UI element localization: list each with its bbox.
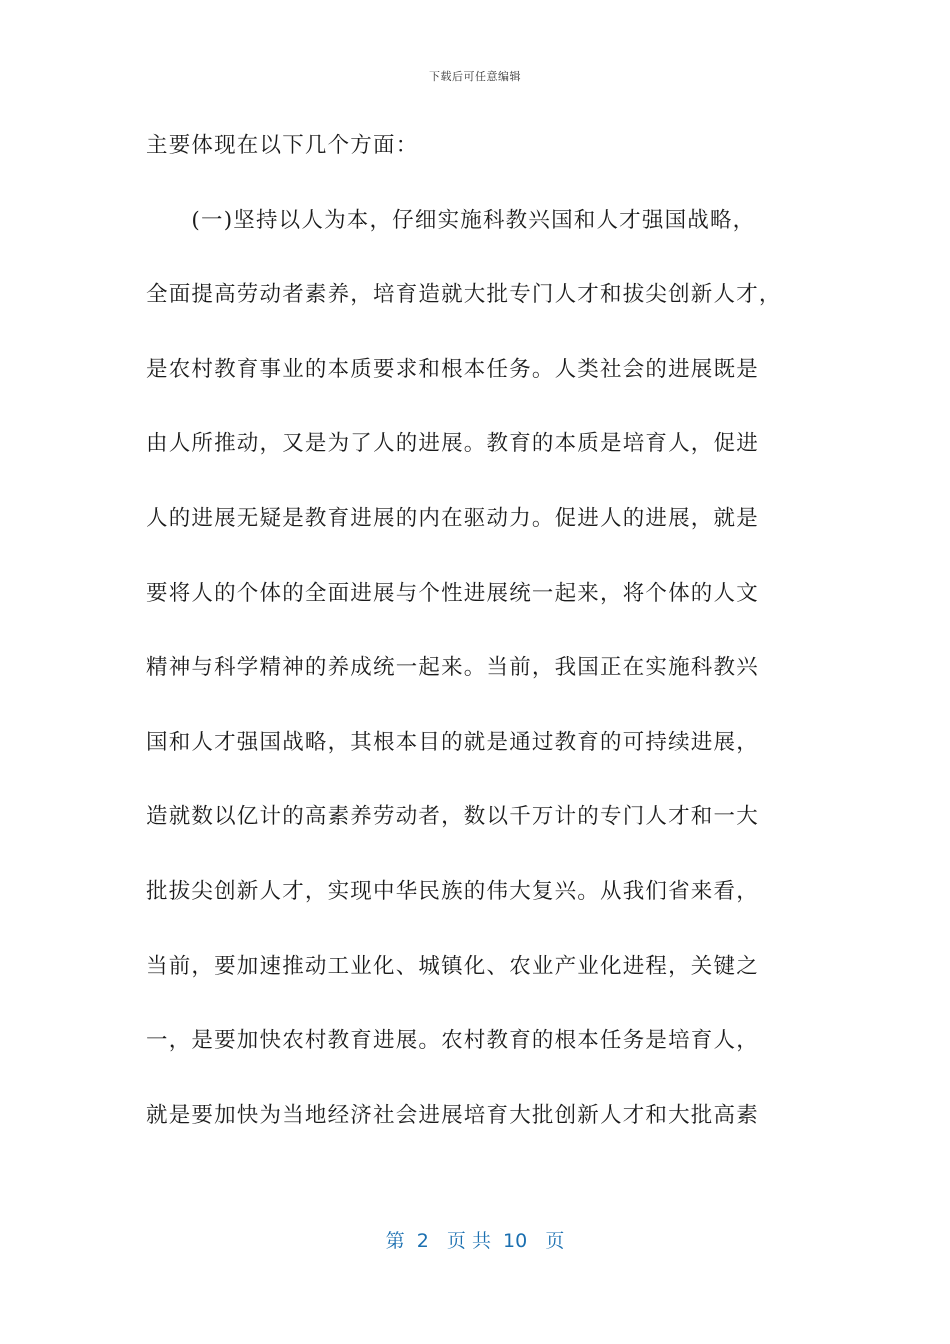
text-line: (一)坚持以人为本，仔细实施科教兴国和人才强国战略， (146, 207, 756, 233)
text-line: 一，是要加快农村教育进展。农村教育的根本任务是培育人， (146, 1028, 759, 1054)
text-line: 当前，要加速推动工业化、城镇化、农业产业化进程，关键之 (146, 953, 759, 979)
text-line: 就是要加快为当地经济社会进展培育大批创新人才和大批高素 (146, 1102, 759, 1128)
text-line: 要将人的个体的全面进展与个性进展统一起来，将个体的人文 (146, 580, 759, 606)
text-line: 人的进展无疑是教育进展的内在驱动力。促进人的进展，就是 (146, 505, 759, 531)
text-line: 精神与科学精神的养成统一起来。当前，我国正在实施科教兴 (146, 655, 759, 681)
text-line: 造就数以亿计的高素养劳动者，数以千万计的专门人才和一大 (146, 804, 759, 830)
document-body (146, 126, 806, 1170)
text-line: 是农村教育事业的本质要求和根本任务。人类社会的进展既是 (146, 356, 759, 382)
header-note: 下载后可任意编辑 (429, 70, 521, 83)
text-line: 主要体现在以下几个方面： (146, 133, 419, 158)
text-line: 批拔尖创新人才，实现中华民族的伟大复兴。从我们省来看， (146, 878, 759, 904)
text-line: 国和人才强国战略，其根本目的就是通过教育的可持续进展， (146, 729, 759, 755)
text-line: 全面提高劳动者素养，培育造就大批专门人才和拔尖创新人才， (146, 282, 782, 308)
page-number-footer: 第 2 页 共 10 页 (385, 1230, 565, 1252)
text-line: 由人所推动，又是为了人的进展。教育的本质是培育人，促进 (146, 431, 759, 457)
